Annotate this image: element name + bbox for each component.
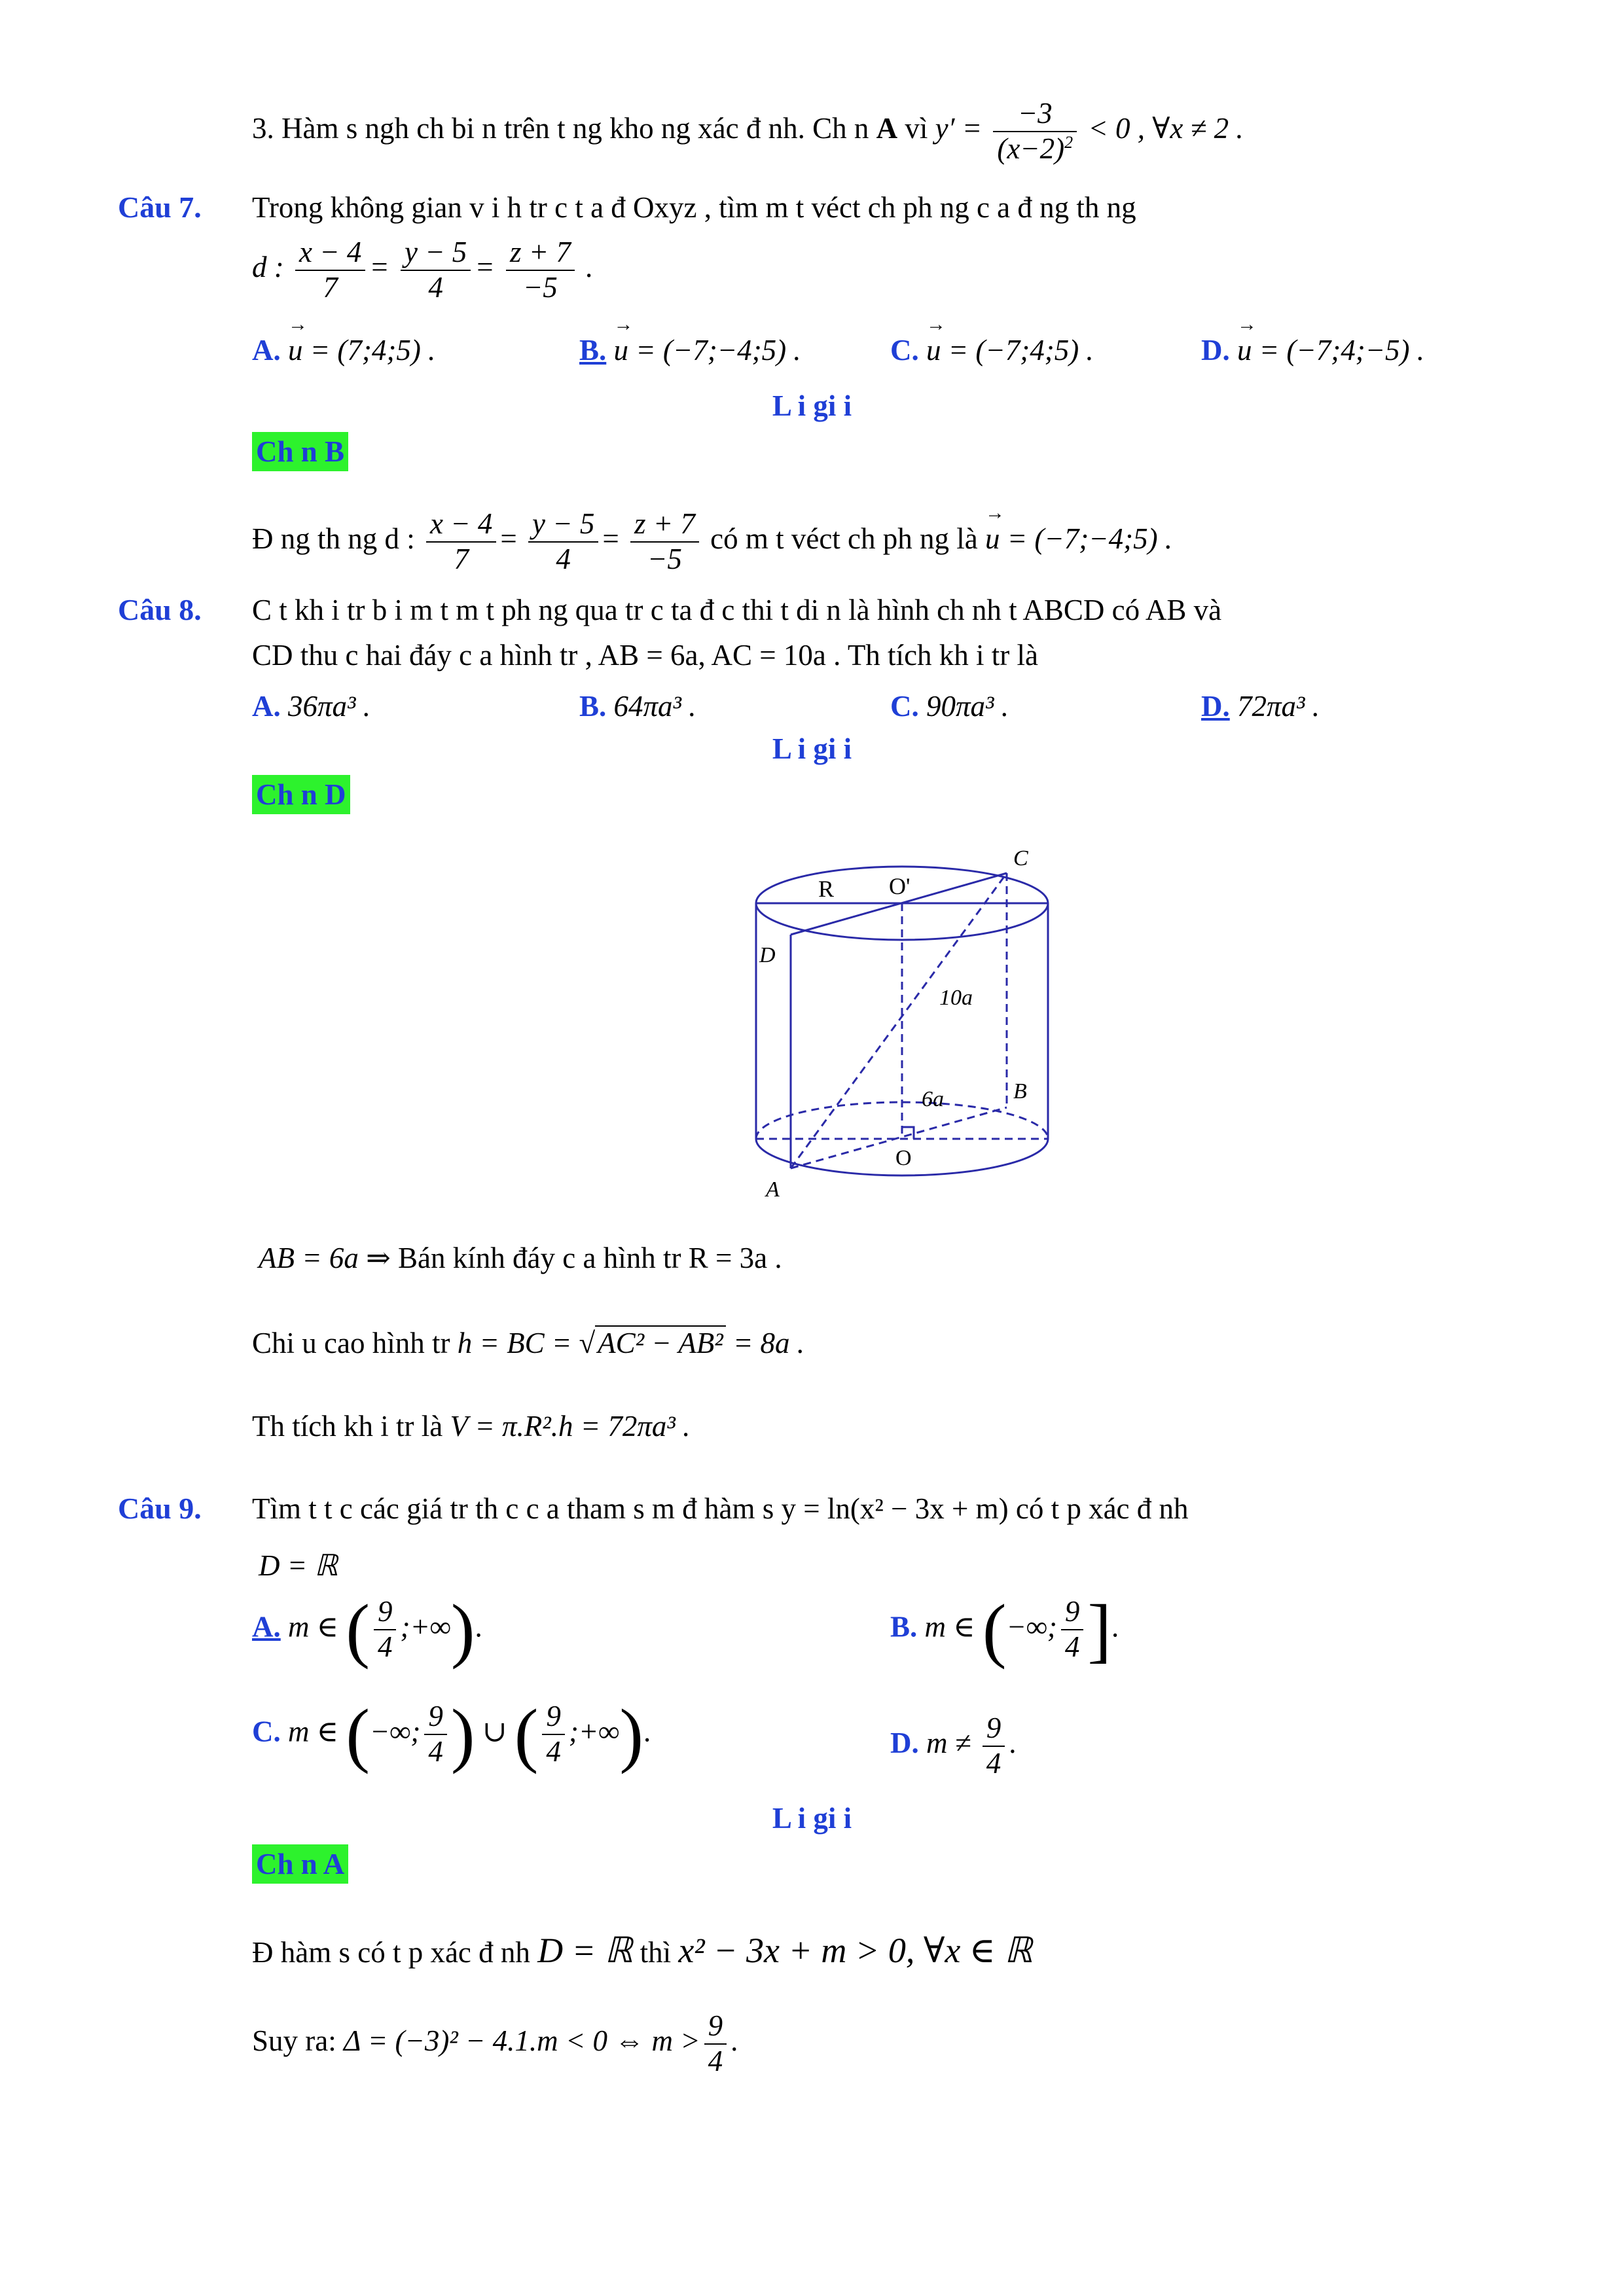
fig-label-10a: 10a	[939, 986, 973, 1010]
q9-option-b-tail: .	[1111, 1610, 1119, 1643]
q9-option-b-den: 4	[1064, 1630, 1080, 1663]
q7-d-prefix: d :	[252, 251, 284, 284]
q9-solution-1	[252, 1929, 1032, 1972]
q7-option-d	[1201, 332, 1424, 368]
q9-option-c-num2: 9	[542, 1700, 565, 1735]
q9-option-c-rparen1: )	[450, 1695, 475, 1774]
q7-option-c-u: → u	[926, 332, 941, 368]
q7-sol-f3	[630, 507, 699, 577]
q9-s1-math: x² − 3x + m > 0, ∀x ∈ ℝ	[678, 1931, 1033, 1970]
q7-chon: Ch n B	[252, 432, 348, 471]
q8-s2-tail: = 8a .	[725, 1327, 805, 1359]
q8-label: Câu 8.	[118, 593, 202, 626]
q9-option-b-mid: −∞;	[1006, 1610, 1057, 1643]
q9-option-c-frac1	[424, 1700, 447, 1769]
q7-option-c-value: = (−7;4;5) .	[948, 334, 1094, 367]
q8-option-a	[252, 689, 370, 724]
q7-sol-f1-num: x − 4	[426, 507, 496, 543]
q7-f3-num: z + 7	[506, 236, 575, 271]
q9-domain: D = ℝ	[259, 1549, 338, 1582]
fig-label-o: O	[895, 1146, 912, 1170]
fig-label-a: A	[766, 1177, 780, 1202]
q6-item3-den: (x−2)	[997, 132, 1065, 165]
q7-line-equation: d : $\frac{x - 4}{7}$ = $\frac{y - 5}{4}$ = $\frac{z + 7}{-5}$ .	[252, 236, 594, 304]
q9-option-c-rparen2: )	[619, 1695, 643, 1774]
q7-sol-f2-num: y − 5	[528, 507, 598, 543]
q9-s2-den: 4	[708, 2044, 723, 2077]
q9-option-b-rbracket: ]	[1087, 1590, 1112, 1670]
q7-option-a-letter: A.	[252, 334, 281, 367]
q7-f3	[506, 236, 575, 305]
q8-s2-root: AC² − AB²	[595, 1325, 726, 1359]
q7-option-c	[890, 332, 1094, 368]
q8-line1: C t kh i tr b i m t m t ph ng qua tr c ta đ c thi t di n là hình ch nh t ABCD có AB và	[252, 594, 1222, 626]
q7-option-b	[579, 332, 801, 368]
q7-option-b-u: → u	[614, 332, 629, 368]
q9-option-b-lparen: (	[982, 1590, 1007, 1670]
q9-option-d-letter: D.	[890, 1727, 919, 1760]
q9-s1-mid: thì	[632, 1936, 679, 1969]
q9-option-c-frac2	[542, 1700, 565, 1769]
q9-s2-left: Suy ra:	[252, 2024, 344, 2058]
q9-s1-d: D = ℝ	[537, 1931, 633, 1970]
q7-f3-den: −5	[522, 270, 558, 304]
q8-option-c-value: 90πa³ .	[926, 690, 1009, 723]
q9-label: Câu 9.	[118, 1492, 202, 1525]
q9-option-a-num: 9	[374, 1595, 397, 1630]
q8-option-d-value: 72πa³ .	[1237, 690, 1320, 723]
q9-s2-math: Δ = (−3)² − 4.1.m < 0 ⇔ m >	[344, 2024, 700, 2058]
q9-option-b-pre: m ∈	[924, 1610, 983, 1643]
q9-option-a-lparen: (	[346, 1590, 370, 1670]
q7-option-d-u: → u	[1237, 332, 1252, 368]
q8-option-b-letter: B.	[579, 690, 607, 723]
q8-s2-math: h = BC =	[457, 1327, 579, 1359]
q7-f2-den: 4	[428, 270, 443, 304]
q6-item3-den-wrap	[993, 132, 1077, 166]
q9-option-c-union: ∪	[475, 1715, 514, 1748]
q8-line2: CD thu c hai đáy c a hình tr , AB = 6a, AC = 10a . Th tích kh i tr là	[252, 639, 1039, 672]
fig-label-d: D	[759, 943, 776, 967]
q8-s3-left: Th tích kh i tr là	[252, 1410, 450, 1443]
q9-option-c-lparen1: (	[346, 1695, 370, 1774]
q9-option-a-tail: .	[475, 1610, 482, 1643]
q6-item3-yprime: y′ =	[935, 112, 983, 145]
q8-solution-2: Chi u cao hình tr h = BC = √AC² − AB² = 8a .	[252, 1327, 805, 1359]
q9-option-a	[252, 1590, 482, 1670]
q9-option-c	[252, 1695, 651, 1774]
q9-option-d-tail: .	[1009, 1727, 1017, 1760]
fig-label-o-top: O'	[889, 873, 911, 899]
fig-label-6a: 6a	[922, 1087, 944, 1111]
q6-item3-text: 3. Hàm s ngh ch bi n trên t ng kho ng xác đ nh. Ch n	[252, 112, 876, 145]
q9-option-b	[890, 1590, 1119, 1670]
q8-option-c	[890, 689, 1009, 724]
q8-loigiai: L i gi i	[772, 732, 852, 765]
q7-sol-u: → u	[985, 521, 1000, 556]
q9-option-a-pre: m ∈	[288, 1610, 346, 1643]
q9-option-c-a: −∞;	[369, 1715, 421, 1748]
fig-label-c: C	[1013, 846, 1028, 870]
q8-option-c-letter: C.	[890, 690, 919, 723]
q7-option-a-value: = (7;4;5) .	[310, 334, 436, 367]
q9-option-d	[890, 1712, 1016, 1781]
fig-label-r: R	[818, 876, 835, 902]
q9-option-c-tail: .	[643, 1715, 651, 1748]
q9-option-a-rparen: )	[450, 1590, 475, 1670]
q9-option-a-letter: A.	[252, 1610, 281, 1643]
q9-option-c-pre: m ∈	[288, 1715, 346, 1748]
q7-f2-num: y − 5	[401, 236, 471, 271]
q6-item3-letter: A	[876, 112, 898, 145]
q9-s2-frac	[704, 2009, 727, 2079]
q7-f1	[295, 236, 365, 305]
q7-sol-f1-den: 7	[454, 542, 469, 575]
q7-sol-f3-num: z + 7	[630, 507, 699, 543]
q9-option-a-den: 4	[377, 1630, 393, 1663]
q9-s2-tail: .	[731, 2024, 738, 2058]
right-angle-mark	[902, 1127, 914, 1139]
q9-s2-num: 9	[704, 2009, 727, 2045]
q8-option-a-letter: A.	[252, 690, 281, 723]
q7-f1-den: 7	[323, 270, 338, 304]
q7-option-b-letter: B.	[579, 334, 607, 367]
q7-sol-f1	[426, 507, 496, 577]
q9-option-b-num: 9	[1061, 1595, 1084, 1630]
q8-chon: Ch n D	[252, 775, 350, 814]
q8-s2-left: Chi u cao hình tr	[252, 1327, 458, 1359]
q8-option-d-letter: D.	[1201, 690, 1230, 723]
q8-s1-right: Bán kính đáy c a hình tr R = 3a .	[390, 1242, 782, 1274]
q7-stem: Trong không gian v i h tr c t a đ Oxyz , tìm m t véct ch ph ng c a đ ng th ng	[252, 191, 1136, 224]
q8-option-b	[579, 689, 696, 724]
q9-option-d-frac	[983, 1712, 1005, 1781]
q7-option-c-letter: C.	[890, 334, 919, 367]
q6-item3	[252, 97, 1244, 166]
q9-option-c-letter: C.	[252, 1715, 281, 1748]
q7-option-a	[252, 332, 435, 368]
q6-item3-fraction	[993, 97, 1077, 166]
q9-option-d-num: 9	[983, 1712, 1005, 1747]
q9-option-b-frac	[1061, 1595, 1084, 1664]
q7-sol-prefix: Đ ng th ng d :	[252, 522, 415, 556]
q7-option-d-value: = (−7;4;−5) .	[1259, 334, 1425, 367]
q8-option-d	[1201, 689, 1320, 724]
q9-option-d-pre: m ≠	[926, 1727, 979, 1760]
fig-label-b: B	[1013, 1079, 1027, 1103]
q9-option-d-den: 4	[986, 1746, 1001, 1780]
q9-option-c-num1: 9	[424, 1700, 447, 1735]
q6-item3-exp: 2	[1064, 132, 1074, 152]
q7-sol-f2-den: 4	[556, 542, 571, 575]
q9-loigiai: L i gi i	[772, 1802, 852, 1835]
q9-option-c-b: ;+∞	[568, 1715, 620, 1748]
q7-sol-value: = (−7;−4;5) .	[1007, 522, 1173, 556]
q7-sol-mid: có m t véct ch ph ng là	[710, 522, 986, 556]
q6-item3-tail: < 0 , ∀x ≠ 2 .	[1088, 112, 1244, 145]
q7-option-d-letter: D.	[1201, 334, 1230, 367]
q6-item3-num: −3	[993, 97, 1077, 132]
q8-solution-3	[252, 1408, 690, 1444]
q9-stem: Tìm t t c các giá tr th c c a tham s m đ hàm s y = ln(x² − 3x + m) có t p xác đ nh	[252, 1492, 1189, 1525]
q9-option-c-lparen2: (	[514, 1695, 539, 1774]
q8-solution-1	[259, 1240, 782, 1276]
q9-option-c-den2: 4	[546, 1735, 561, 1768]
q9-s1-left: Đ hàm s có t p xác đ nh	[252, 1936, 538, 1969]
q7-solution: Đ ng th ng d : $\frac{x - 4}{7}$ = $\frac{y - 5}{4}$ = $\frac{z + 7}{-5}$ có m t véct ch ph ng là → u = (−7;−4;5) .	[252, 507, 1172, 577]
q9-option-a-frac	[374, 1595, 397, 1664]
q8-s3-math: V = π.R².h = 72πa³ .	[450, 1410, 691, 1443]
ac-diagonal	[791, 873, 1007, 1168]
q8-option-a-value: 36πa³ .	[288, 690, 371, 723]
q9-option-c-den1: 4	[428, 1735, 443, 1768]
q7-sol-f3-den: −5	[647, 542, 682, 575]
q7-loigiai: L i gi i	[772, 389, 852, 422]
q7-label: Câu 7.	[118, 190, 202, 224]
q8-option-b-value: 64πa³ .	[613, 690, 696, 723]
q7-sol-f2	[528, 507, 598, 577]
q7-f1-num: x − 4	[295, 236, 365, 271]
q7-option-a-u: → u	[288, 332, 303, 368]
q9-solution-2	[252, 2009, 738, 2079]
q6-item3-vi: vì	[897, 112, 935, 145]
q7-option-b-value: = (−7;−4;5) .	[636, 334, 801, 367]
q7-f2	[401, 236, 471, 305]
q9-option-a-post: ;+∞	[400, 1610, 451, 1643]
cylinder-figure	[720, 831, 1087, 1211]
q8-s1-left: AB = 6a ⇒	[259, 1242, 391, 1274]
q9-option-b-letter: B.	[890, 1610, 918, 1643]
q9-chon: Ch n A	[252, 1844, 348, 1884]
